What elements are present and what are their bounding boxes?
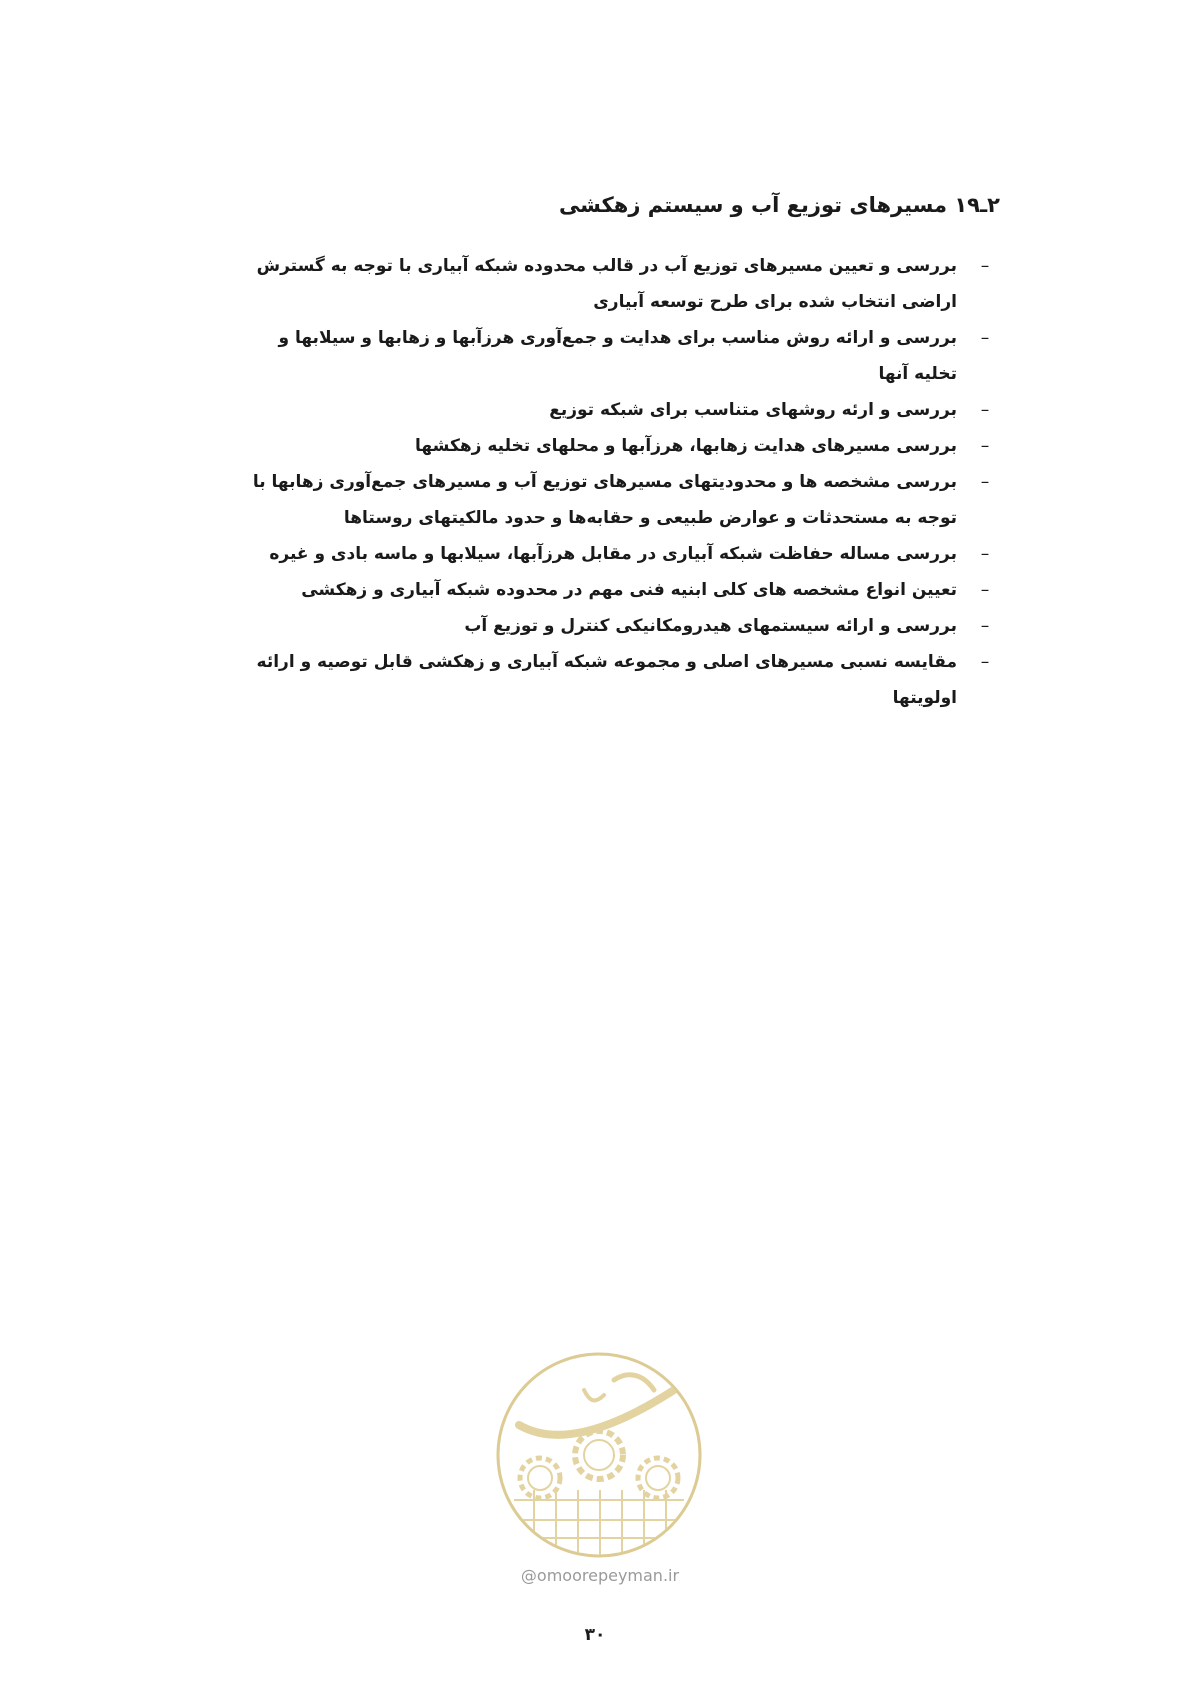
bullet-dash: –	[980, 436, 990, 456]
section-title: ۲ـ۱۹ مسیرهای توزیع آب و سیستم زهکشی	[558, 193, 1000, 217]
list-item-text: بررسی مساله حفاظت شبکه آبیاری در مقابل هرزآبها، سیلابها و ماسه بادی و غیره	[269, 544, 957, 564]
list-item-text: بررسی و ارئه روشهای متناسب برای شبکه توزیع	[549, 400, 957, 420]
bullet-dash: –	[980, 616, 990, 636]
list-item	[235, 536, 995, 572]
bullet-dash: –	[980, 256, 990, 276]
list-item	[235, 644, 995, 716]
watermark-url: @omoorepeyman.ir	[520, 1566, 680, 1585]
list-item-text: تعیین انواع مشخصه های کلی ابنیه فنی مهم در محدوده شبکه آبیاری و زهکشی	[301, 580, 957, 600]
bullet-dash: –	[980, 328, 990, 348]
bullet-dash: –	[980, 652, 990, 672]
list-item-text: بررسی مسیرهای هدایت زهابها، هرزآبها و محلهای تخلیه زهکشها	[415, 436, 957, 456]
watermark-logo-icon	[494, 1350, 704, 1560]
list-item-text: مقایسه نسبی مسیرهای اصلی و مجموعه شبکه آبیاری و زهکشی قابل توصیه و ارائه اولویتها	[256, 652, 957, 708]
list-item-text: بررسی مشخصه ها و محدودیتهای مسیرهای توزیع آب و مسیرهای جمع‌آوری زهابها با توجه به مستحدثات و عوارض طبیعی و حقابه‌ها و حدود مالکیتهای روستاها	[252, 472, 957, 528]
list-item-text: بررسی و تعیین مسیرهای توزیع آب در قالب محدوده شبکه آبیاری با توجه به گسترش اراضی انتخاب شده برای طرح توسعه آبیاری	[256, 256, 957, 312]
bullet-dash: –	[980, 580, 990, 600]
bullet-dash: –	[980, 400, 990, 420]
list-item	[235, 392, 995, 428]
list-item-text: بررسی و ارائه سیستمهای هیدرومکانیکی کنترل و توزیع آب	[464, 616, 957, 636]
page-number: ۳۰	[584, 1625, 606, 1645]
list-item	[235, 248, 995, 320]
list-item	[235, 428, 995, 464]
bullet-dash: –	[980, 472, 990, 492]
list-item	[235, 572, 995, 608]
list-item-text: بررسی و ارائه روش مناسب برای هدایت و جمع‌آوری هرزآبها و زهابها و سیلابها و تخلیه آنها	[278, 328, 957, 384]
bullet-dash: –	[980, 544, 990, 564]
list-item	[235, 320, 995, 392]
list-item	[235, 608, 995, 644]
list-item	[235, 464, 995, 536]
requirements-list	[235, 248, 995, 716]
